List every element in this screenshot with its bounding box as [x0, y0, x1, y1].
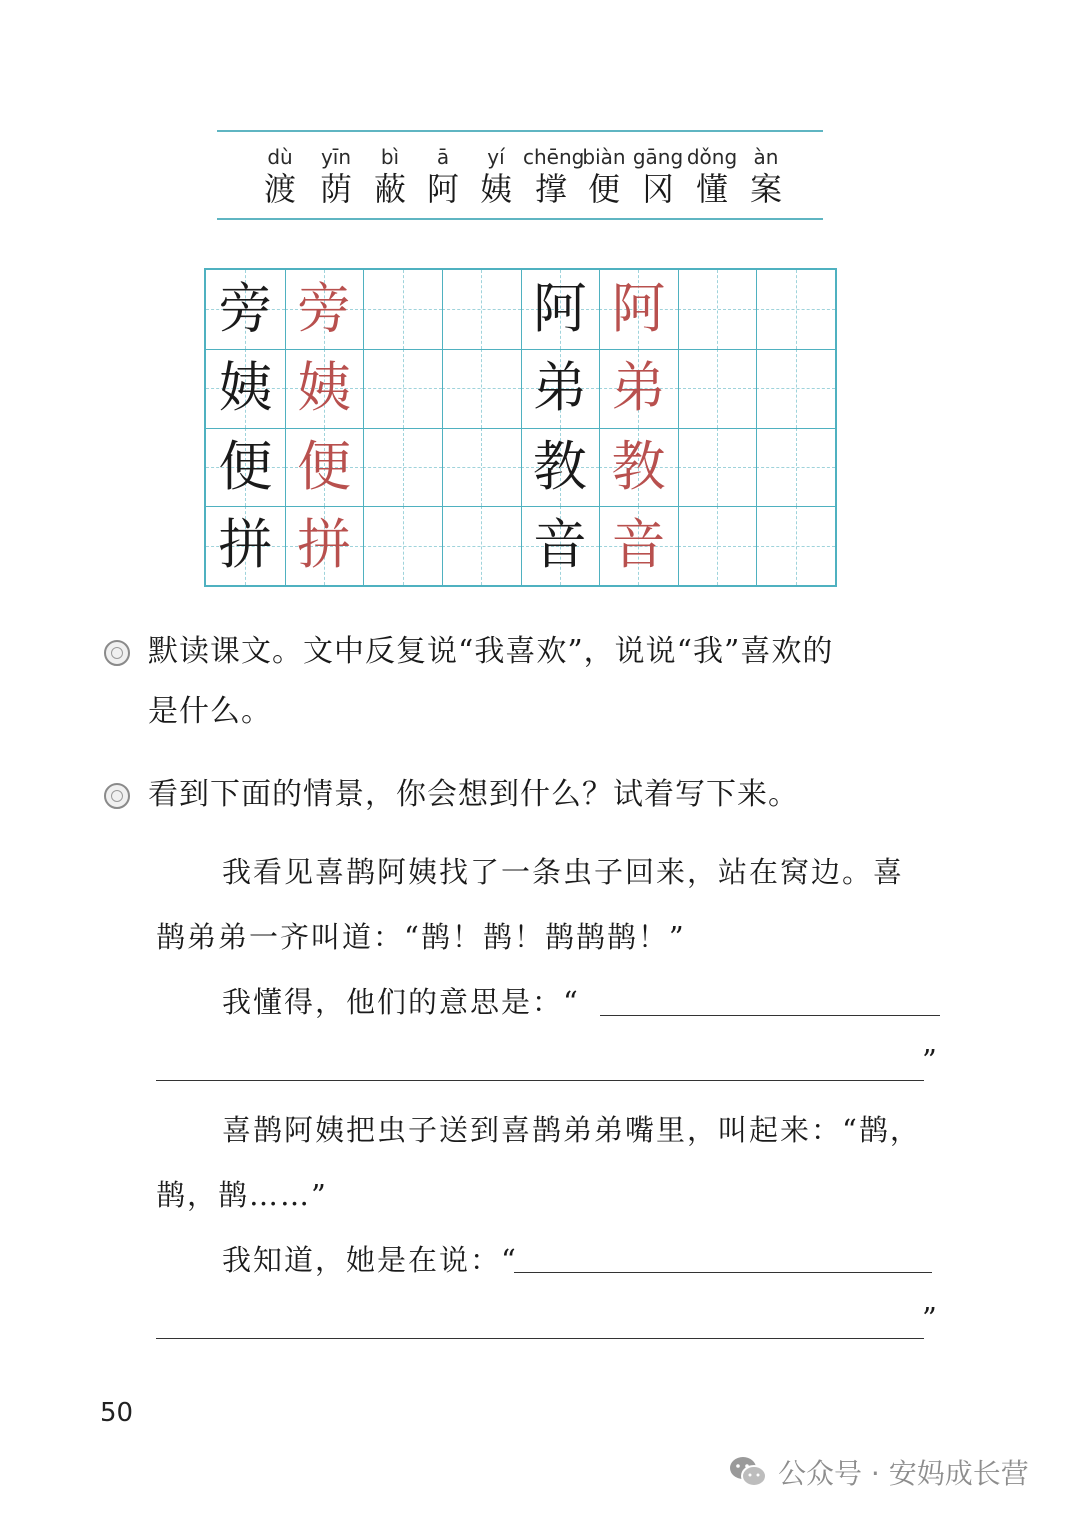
closing-quote-1: ” — [922, 1043, 939, 1077]
model-character: 音 — [532, 513, 587, 577]
vocab-character: 姨 — [479, 170, 512, 208]
closing-quote-2: ” — [922, 1301, 939, 1335]
grid-cell[interactable] — [756, 349, 835, 428]
watermark-text: 公众号 · 安妈成长营 — [778, 1457, 1029, 1490]
grid-cell[interactable] — [442, 428, 521, 507]
model-character: 拼 — [218, 513, 273, 577]
trace-character: 旁 — [296, 277, 351, 340]
model-character: 姨 — [218, 355, 273, 419]
vocab-word — [362, 143, 418, 207]
vocab-pinyin: dù — [267, 145, 293, 169]
vocab-pinyin: yīn — [320, 145, 352, 169]
wechat-logo-icon — [728, 1455, 768, 1489]
page-number: 50 — [100, 1398, 134, 1428]
vocab-word — [684, 143, 740, 207]
grid-cell[interactable] — [363, 270, 442, 349]
answer-blank-1a[interactable] — [600, 1015, 940, 1016]
vocab-character: 蔽 — [373, 170, 406, 208]
exercise-para-3-line-1: 喜鹊阿姨把虫子送到喜鹊弟弟嘴里，叫起来：“鹊， — [222, 1113, 921, 1147]
vocab-word — [523, 143, 585, 208]
vocab-character: 撑 — [534, 170, 567, 208]
question-1 — [148, 622, 833, 742]
trace-character: 弟 — [611, 355, 666, 419]
vocab-word — [630, 143, 686, 207]
trace-character: 便 — [296, 434, 351, 498]
grid-cell[interactable] — [756, 270, 835, 349]
question-1-line-1: 默读课文。文中反复说“我喜欢”，说说“我”喜欢的 — [148, 634, 834, 669]
vocab-word — [738, 143, 794, 207]
vocab-pinyin: bì — [380, 145, 400, 169]
vocab-character: 懂 — [695, 170, 728, 208]
watermark — [728, 1452, 1029, 1492]
grid-cell[interactable] — [442, 506, 521, 585]
vocab-word — [576, 143, 632, 207]
vocab-pinyin: gāng — [632, 145, 684, 169]
trace-character: 拼 — [296, 513, 351, 577]
vocab-word — [468, 143, 524, 207]
vocab-character: 荫 — [319, 170, 352, 208]
vocab-bottom-rule — [217, 218, 823, 220]
exercise-para-1-line-1: 我看见喜鹊阿姨找了一条虫子回来，站在窝边。喜 — [222, 855, 905, 889]
trace-character: 姨 — [296, 355, 351, 419]
question-2-text: 看到下面的情景，你会想到什么？试着写下来。 — [148, 777, 799, 812]
answer-blank-2b[interactable] — [156, 1338, 924, 1339]
model-character: 教 — [532, 434, 587, 498]
vocab-pinyin: ā — [436, 145, 450, 169]
vocab-word — [252, 143, 308, 207]
trace-character: 教 — [611, 434, 666, 498]
grid-cell[interactable] — [678, 349, 757, 428]
grid-cell[interactable] — [363, 428, 442, 507]
grid-cell[interactable] — [678, 270, 757, 349]
vocab-word — [415, 143, 471, 207]
answer-blank-1b[interactable] — [156, 1080, 924, 1081]
vocab-word — [308, 143, 364, 207]
exercise-prompt-1: 我懂得，他们的意思是：“ — [222, 985, 580, 1019]
exercise-prompt-2: 我知道，她是在说：“ — [222, 1243, 518, 1277]
vocab-pinyin: biàn — [582, 145, 626, 169]
grid-cell[interactable] — [363, 349, 442, 428]
vocab-character: 渡 — [263, 170, 296, 208]
vocab-character: 案 — [749, 170, 782, 208]
trace-character: 音 — [611, 513, 666, 577]
vocab-pinyin: chēng — [523, 145, 585, 169]
vocab-pinyin: àn — [753, 145, 779, 169]
model-character: 便 — [218, 434, 273, 498]
grid-cell[interactable] — [442, 349, 521, 428]
exercise-para-3-line-2: 鹊，鹊……” — [156, 1178, 328, 1212]
vocab-top-rule — [217, 130, 823, 132]
question-1-line-2: 是什么。 — [148, 694, 272, 729]
vocab-pinyin: yí — [487, 145, 505, 169]
answer-blank-2a[interactable] — [514, 1272, 932, 1273]
grid-cell[interactable] — [363, 506, 442, 585]
vocab-list — [252, 143, 792, 209]
model-character: 阿 — [532, 277, 587, 340]
question-2 — [148, 765, 799, 825]
model-character: 旁 — [218, 277, 273, 340]
exercise-para-1-line-2: 鹊弟弟一齐叫道：“鹊！鹊！鹊鹊鹊！” — [156, 920, 686, 954]
question-2-badge-icon — [104, 783, 130, 809]
grid-cell[interactable] — [756, 506, 835, 585]
grid-cell[interactable] — [756, 428, 835, 507]
writing-grid — [204, 268, 837, 587]
grid-cell[interactable] — [678, 506, 757, 585]
grid-cell[interactable] — [442, 270, 521, 349]
grid-cell[interactable] — [678, 428, 757, 507]
vocab-character: 阿 — [426, 170, 459, 208]
vocab-character: 冈 — [641, 170, 674, 208]
vocab-pinyin: dǒng — [686, 145, 738, 169]
question-1-badge-icon — [104, 640, 130, 666]
vocab-character: 便 — [587, 170, 620, 208]
trace-character: 阿 — [611, 277, 666, 340]
model-character: 弟 — [532, 355, 587, 419]
